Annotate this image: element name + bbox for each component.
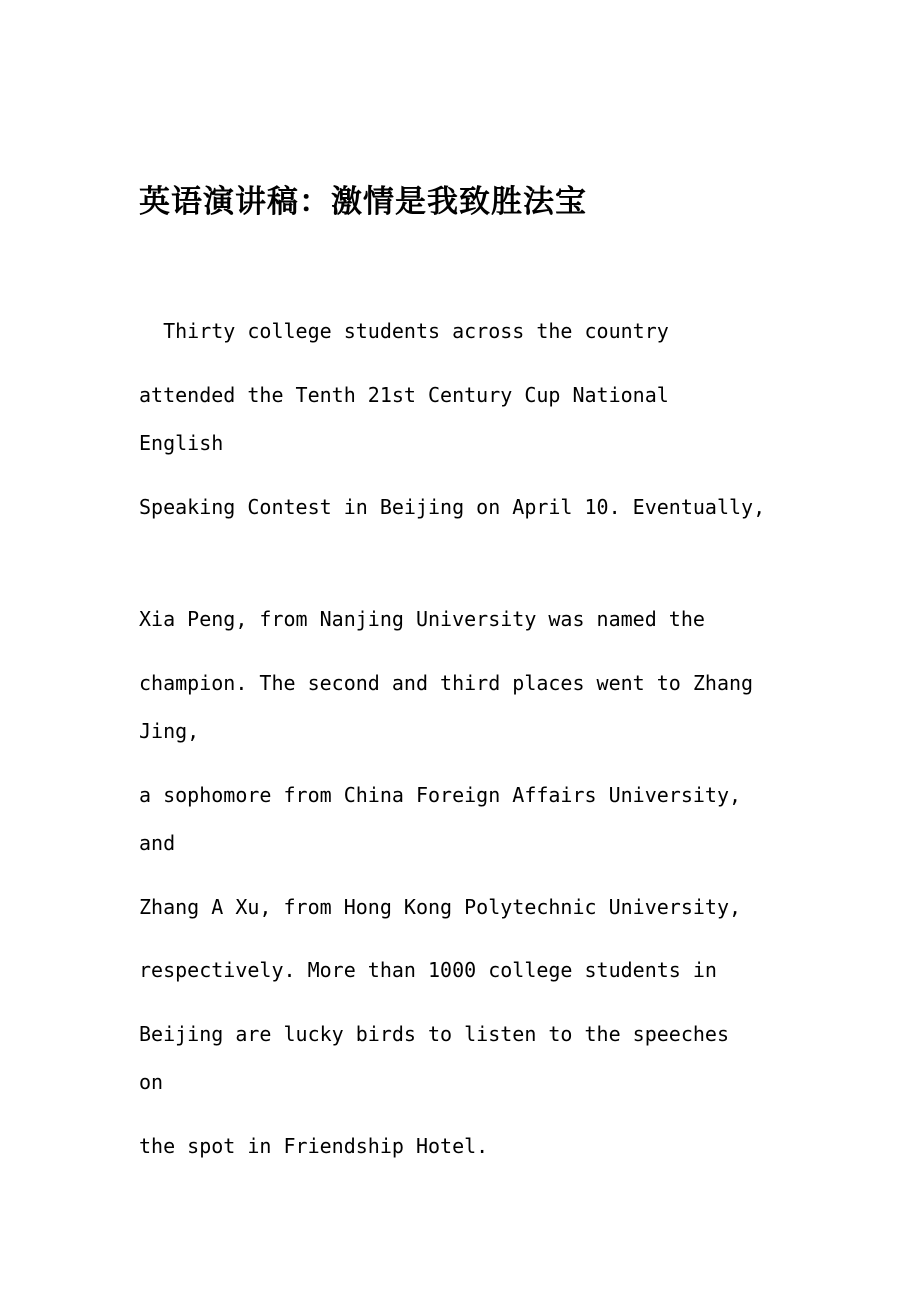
body-line: attended the Tenth 21st Century Cup National [139, 383, 669, 407]
body-line: English [139, 431, 224, 455]
body-line: a sophomore from China Foreign Affairs University, [139, 783, 742, 807]
body-line: respectively. More than 1000 college students in [139, 958, 717, 982]
document-title: 英语演讲稿：激情是我致胜法宝 [139, 184, 587, 220]
body-line: the spot in Friendship Hotel. [139, 1134, 489, 1158]
body-line: Zhang A Xu, from Hong Kong Polytechnic University, [139, 895, 742, 919]
body-line: on [139, 1070, 164, 1094]
body-line: Xia Peng, from Nanjing University was named the [139, 607, 705, 631]
body-line: Jing, [139, 719, 200, 743]
body-line: champion. The second and third places went to Zhang [139, 671, 754, 695]
body-line: and [139, 831, 176, 855]
body-line: Beijing are lucky birds to listen to the speeches [139, 1022, 730, 1046]
body-line: Speaking Contest in Beijing on April 10. Eventually, [139, 495, 766, 519]
body-line: Thirty college students across the country [139, 319, 669, 343]
